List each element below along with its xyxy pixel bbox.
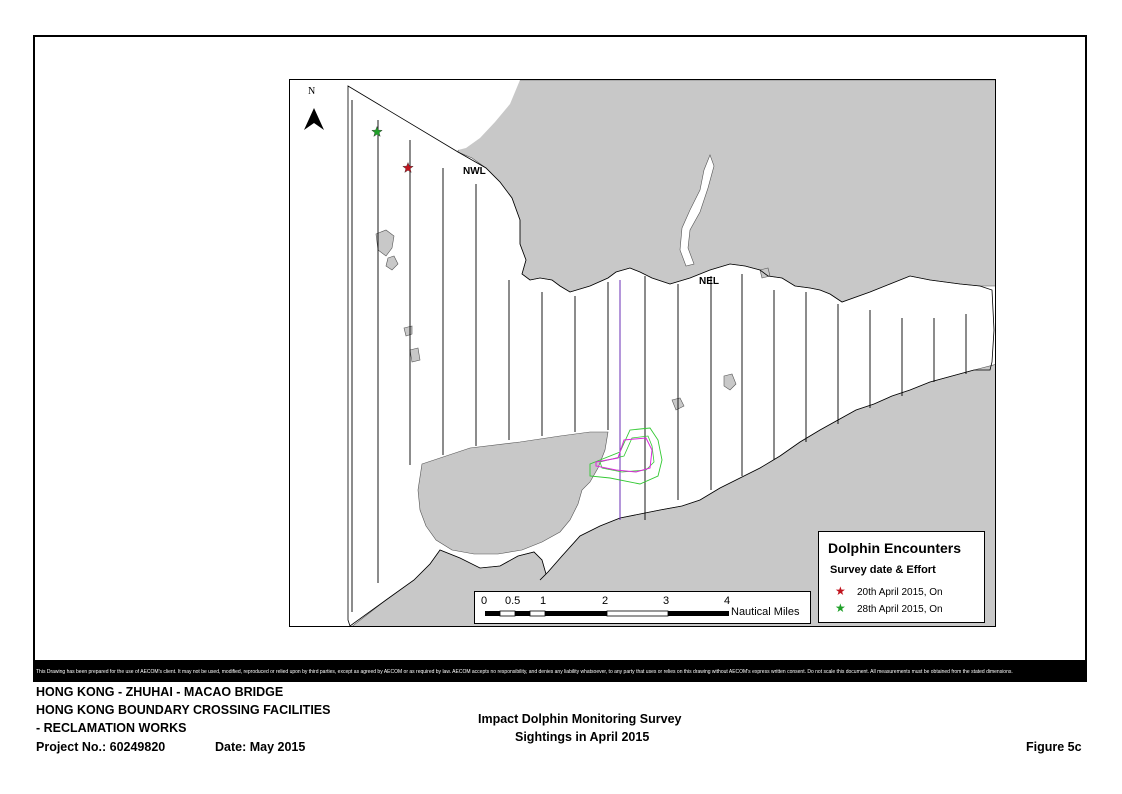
legend-title: Dolphin Encounters — [828, 540, 961, 556]
scale-tick-0: 0 — [481, 595, 488, 607]
sighting-star-icon — [372, 127, 382, 137]
survey-title: Impact Dolphin Monitoring Survey — [478, 712, 682, 726]
works-boundary-green-inner — [600, 436, 654, 472]
legend-item-label: 20th April 2015, On — [857, 587, 943, 598]
drawing-date: Date: May 2015 — [215, 740, 306, 754]
north-arrow-icon — [304, 108, 324, 130]
label-nel: NEL — [699, 276, 719, 287]
legend-box — [818, 531, 985, 623]
land-peninsula — [418, 432, 608, 554]
island-7 — [760, 268, 770, 278]
legend-subtitle: Survey date & Effort — [830, 564, 936, 576]
project-title-line-1: HONG KONG - ZHUHAI - MACAO BRIDGE — [36, 685, 284, 699]
project-title-line-2: HONG KONG BOUNDARY CROSSING FACILITIES — [36, 703, 331, 717]
project-title-line-3: - RECLAMATION WORKS — [36, 721, 187, 735]
north-label: N — [308, 86, 316, 97]
sighting-star-icon — [403, 163, 413, 173]
scale-tick-3: 3 — [663, 595, 670, 607]
label-nwl: NWL — [463, 166, 486, 177]
figure-number: Figure 5c — [1026, 740, 1082, 754]
project-number: Project No.: 60249820 — [36, 740, 166, 754]
scale-tick-1: 1 — [540, 595, 547, 607]
land-north — [450, 80, 996, 302]
scale-bar-graphic — [485, 610, 731, 618]
scale-tick-2: 2 — [602, 595, 609, 607]
legend-item-1 — [835, 584, 943, 598]
survey-subtitle: Sightings in April 2015 — [515, 730, 650, 744]
scale-bar — [474, 591, 811, 624]
legend-item-label: 28th April 2015, On — [857, 604, 943, 615]
island-4 — [410, 348, 420, 362]
legend-item-2 — [835, 601, 943, 615]
red-star-icon: ★ — [835, 584, 846, 598]
green-star-icon: ★ — [835, 601, 846, 615]
island-2 — [386, 256, 398, 270]
island-3 — [404, 326, 412, 336]
scale-tick-0-5: 0.5 — [505, 595, 521, 607]
disclaimer-bar: This Drawing has been prepared for the use of AECOM's client. It may not be used, modified, reproduced or relied upon by third parties, except as agreed by AECOM or as required by law. AECOM accepts no responsibility, and denies any liability whatsoever, to any party that uses or relies on this drawing without AECOM's express written consent. Do not scale this document. All measurements must be obtained from the stated dimensions. — [33, 662, 1087, 682]
island-5 — [724, 374, 736, 390]
scale-unit: Nautical Miles — [731, 606, 800, 618]
scale-tick-4: 4 — [724, 595, 731, 607]
island-1 — [376, 230, 394, 256]
